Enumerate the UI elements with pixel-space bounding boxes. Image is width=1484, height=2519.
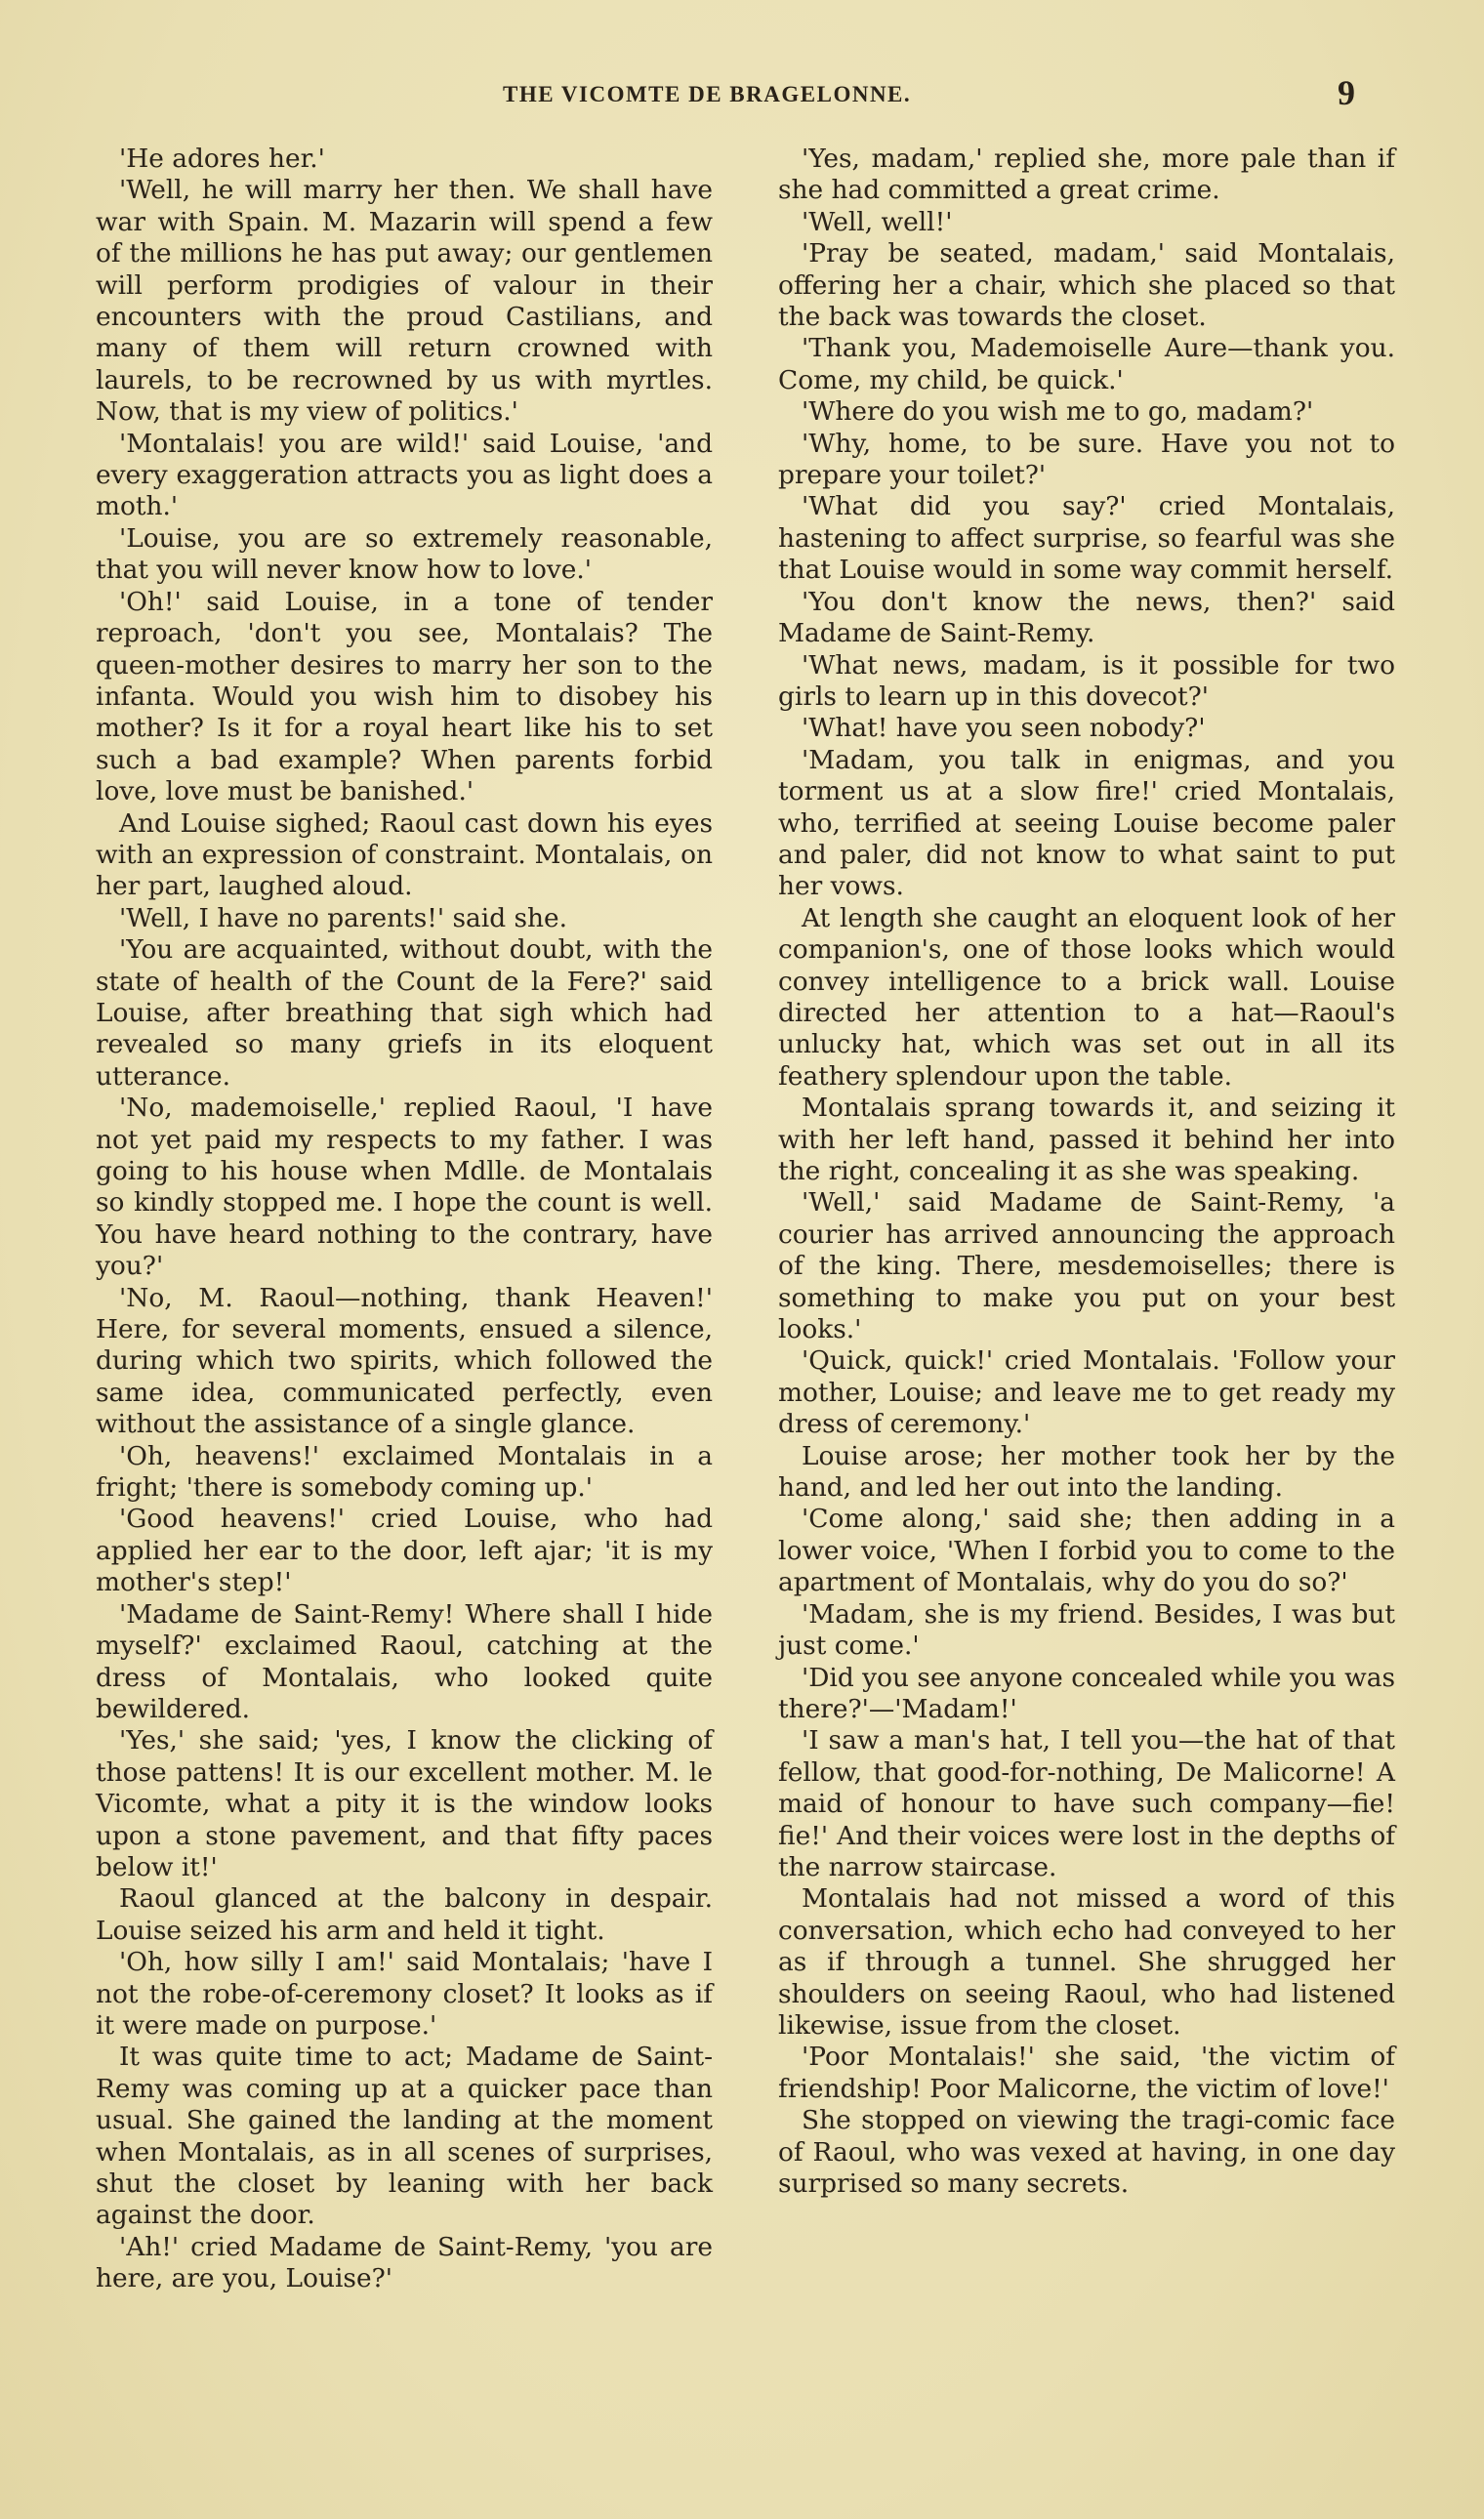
paragraph: 'Well, well!' xyxy=(802,206,953,237)
paragraph: 'Madam, she is my friend. Besides, I was but just come.' xyxy=(778,1598,1395,1662)
paragraph: 'Well,' said Madame de Saint-Remy, 'a courier has arrived announcing the approach of the king. There, mesdemoiselles; there is something to make you put on your best looks.' xyxy=(778,1187,1395,1345)
running-title: THE VICOMTE DE BRAGELONNE. xyxy=(503,82,912,106)
paragraph: 'What! have you seen nobody?' xyxy=(802,713,1206,744)
paragraph: 'Pray be seated, madam,' said Montalais, offering her a chair, which she placed so that the back was towards the closet. xyxy=(778,238,1395,333)
paragraph: 'Oh!' said Louise, in a tone of tender reproach, 'don't you see, Montalais? The queen-mother desires to marry her son to the infanta. Would you wish him to disobey his mother? Is it for a royal heart like his to set such a bad example? When parents forbid love, love must be banished.' xyxy=(96,586,713,807)
paragraph: 'What did you say?' cried Montalais, hastening to affect surprise, so fearful was she that Louise would in some way commit herself. xyxy=(778,491,1395,586)
paragraph: And Louise sighed; Raoul cast down his eyes with an expression of constraint. Montalais, on her part, laughed aloud. xyxy=(96,807,713,902)
paragraph: 'Quick, quick!' cried Montalais. 'Follow your mother, Louise; and leave me to get ready my dress of ceremony.' xyxy=(778,1345,1395,1440)
paragraph: Louise arose; her mother took her by the hand, and led her out into the landing. xyxy=(778,1440,1395,1504)
paragraph: 'He adores her.' xyxy=(119,144,325,174)
paragraph: She stopped on viewing the tragi-comic face of Raoul, who was vexed at having, in one day surprised so many secrets. xyxy=(778,2105,1395,2199)
paragraph: 'Madam, you talk in enigmas, and you torment us at a slow fire!' cried Montalais, who, terrified at seeing Louise become paler and paler, did not know to what saint to put her vows. xyxy=(778,744,1395,902)
paragraph: 'You don't know the news, then?' said Madame de Saint-Remy. xyxy=(778,586,1395,649)
paragraph: 'No, M. Raoul—nothing, thank Heaven!' Here, for several moments, ensued a silence, during which two spirits, which followed the same idea, communicated perfectly, even without the assistance of a single glance. xyxy=(96,1282,713,1440)
paragraph: 'You are acquainted, without doubt, with the state of health of the Count de la Fere?' said Louise, after breathing that sigh which had revealed so many griefs in its eloquent utterance. xyxy=(96,934,713,1092)
paragraph: 'Well, he will marry her then. We shall have war with Spain. M. Mazarin will spend a few of the millions he has put away; our gentlemen will perform prodigies of valour in their encounters with the proud Castilians, and many of them will return crowned with laurels, to be recrowned by us with myrtles. Now, that is my view of politics.' xyxy=(96,175,713,428)
paragraph: At length she caught an eloquent look of her companion's, one of those looks which would convey intelligence to a brick wall. Louise directed her attention to a hat—Raoul's unlucky hat, which was set out in all its feathery splendour upon the table. xyxy=(778,902,1395,1092)
paragraph: 'Good heavens!' cried Louise, who had applied her ear to the door, left ajar; 'it is my mother's step!' xyxy=(96,1504,713,1598)
paragraph: 'Did you see anyone concealed while you was there?'—'Madam!' xyxy=(778,1662,1395,1724)
paragraph: 'Ah!' cried Madame de Saint-Remy, 'you are here, are you, Louise?' xyxy=(96,2231,713,2294)
paragraph: 'Where do you wish me to go, madam?' xyxy=(802,396,1314,428)
paragraph: 'Madame de Saint-Remy! Where shall I hide myself?' exclaimed Raoul, catching at the dress of Montalais, who looked quite bewildered. xyxy=(96,1598,713,1724)
page-number: 9 xyxy=(1338,73,1355,112)
paragraph: 'Yes, madam,' replied she, more pale than if she had committed a great crime. xyxy=(778,144,1395,206)
paragraph: 'Come along,' said she; then adding in a lower voice, 'When I forbid you to come to the apartment of Montalais, why do you do so?' xyxy=(778,1504,1395,1598)
page-header xyxy=(0,73,1484,117)
paragraph: Raoul glanced at the balcony in despair. Louise seized his arm and held it tight. xyxy=(96,1883,713,1946)
paragraph: 'Montalais! you are wild!' said Louise, 'and every exaggeration attracts you as light does a moth.' xyxy=(96,428,713,522)
right-column xyxy=(778,144,1395,2200)
paragraph: 'Oh, how silly I am!' said Montalais; 'have I not the robe-of-ceremony closet? It looks as if it were made on purpose.' xyxy=(96,1947,713,2041)
paragraph: 'Why, home, to be sure. Have you not to prepare your toilet?' xyxy=(778,428,1395,491)
left-column xyxy=(96,144,713,2295)
paragraph: 'Oh, heavens!' exclaimed Montalais in a fright; 'there is somebody coming up.' xyxy=(96,1440,713,1504)
paragraph: 'Well, I have no parents!' said she. xyxy=(119,902,568,933)
paragraph: Montalais sprang towards it, and seizing it with her left hand, passed it behind her into the right, concealing it as she was speaking. xyxy=(778,1093,1395,1186)
paragraph: 'Yes,' she said; 'yes, I know the clicking of those pattens! It is our excellent mother. M. le Vicomte, what a pity it is the window looks upon a stone pavement, and that fifty paces below it!' xyxy=(96,1725,713,1882)
paragraph: It was quite time to act; Madame de Saint-Remy was coming up at a quicker pace than usual. She gained the landing at the moment when Montalais, as in all scenes of surprises, shut the closet by leaning with her back against the door. xyxy=(96,2042,713,2231)
paragraph: 'Louise, you are so extremely reasonable, that you will never know how to love.' xyxy=(96,522,713,586)
paragraph: 'Thank you, Mademoiselle Aure—thank you. Come, my child, be quick.' xyxy=(778,333,1395,395)
paragraph: 'What news, madam, is it possible for two girls to learn up in this dovecot?' xyxy=(778,649,1395,712)
paragraph: Montalais had not missed a word of this conversation, which echo had conveyed to her as if through a tunnel. She shrugged her shoulders on seeing Raoul, who had listened likewise, issue from the closet. xyxy=(778,1883,1395,2041)
paragraph: 'I saw a man's hat, I tell you—the hat of that fellow, that good-for-nothing, De Malicorne! A maid of honour to have such company—fie! fie!' And their voices were lost in the depths of the narrow staircase. xyxy=(778,1725,1395,1882)
paragraph: 'No, mademoiselle,' replied Raoul, 'I have not yet paid my respects to my father. I was going to his house when Mdlle. de Montalais so kindly stopped me. I hope the count is well. You have heard nothing to the contrary, have you?' xyxy=(96,1093,713,1282)
paragraph: 'Poor Montalais!' she said, 'the victim of friendship! Poor Malicorne, the victim of love!' xyxy=(778,2042,1395,2104)
